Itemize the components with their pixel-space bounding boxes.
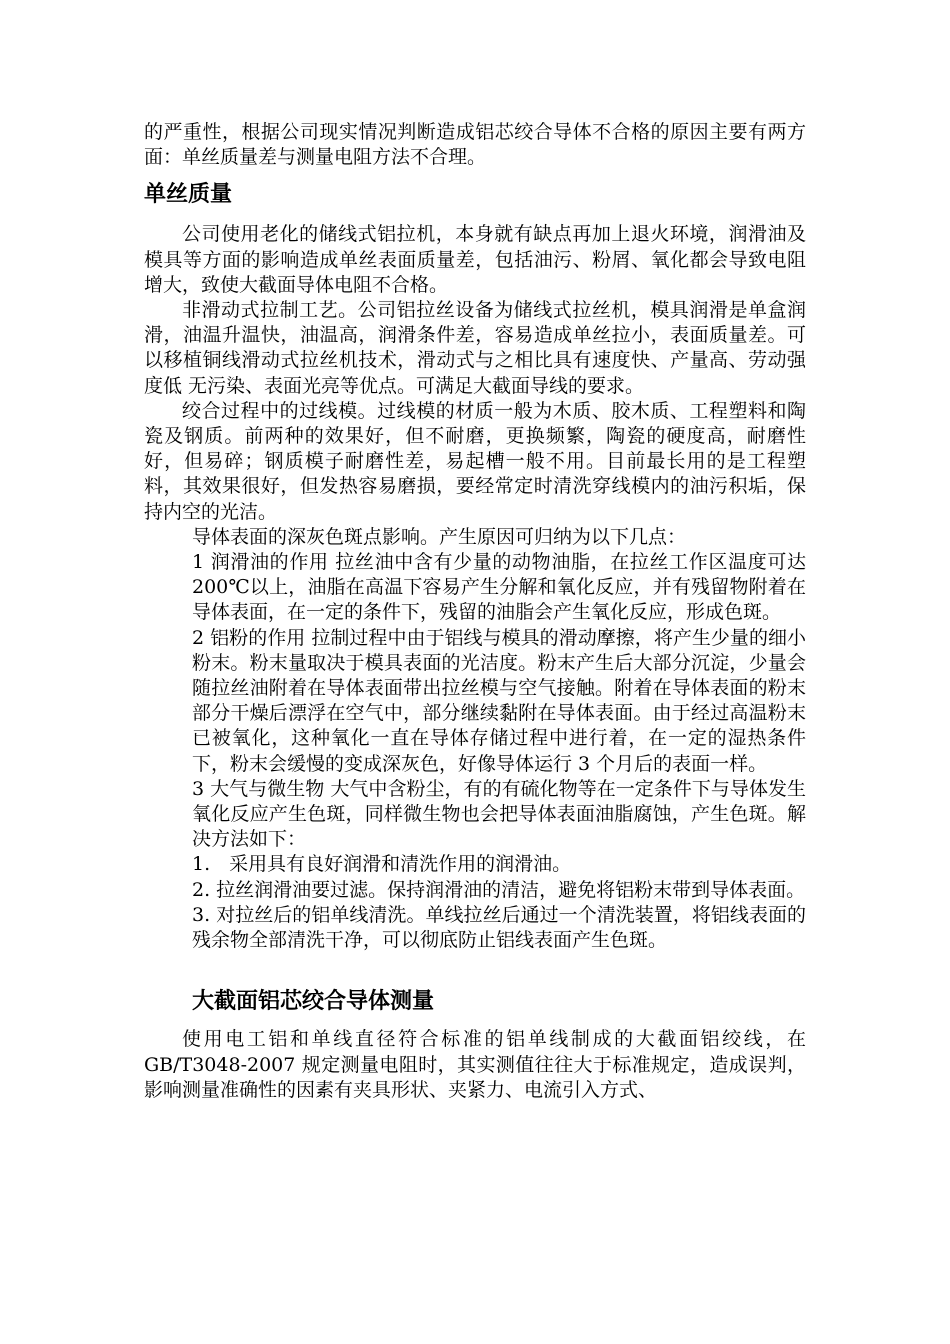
section-heading-single-wire-quality: 单丝质量 <box>144 182 233 208</box>
intro-paragraph: 的严重性，根据公司现实情况判断造成铝芯绞合导体不合格的原因主要有两方面：单丝质量差与测量电阻方法不合理。 <box>144 121 806 169</box>
solution-item: 3. 对拉丝后的铝单线清洗。单线拉丝后通过一个清洗装置，将铝线表面的残余物全部清洗干净，可以彻底防止铝线表面产生色斑。 <box>192 903 806 952</box>
list-item: 3 大气与微生物 大气中含粉尘，有的有硫化物等在一定条件下与导体发生氧化反应产生色斑，同样微生物也会把导体表面油脂腐蚀，产生色斑。解决方法如下： <box>192 777 806 851</box>
list-item: 2 铝粉的作用 拉制过程中由于铝线与模具的滑动摩擦，将产生少量的细小粉末。粉末量取决于模具表面的光洁度。粉末产生后大部分沉淀，少量会随拉丝油附着在导体表面带出拉丝模与空气接触。附着在导体表面的粉末部分干燥后漂浮在空气中，部分继续黏附在导体表面。由于经过高温粉末已被氧化，这种氧化一直在导体存储过程中进行着，在一定的湿热条件下，粉末会缓慢的变成深灰色，好像导体运行 3 个月后的表面一样。 <box>192 626 806 775</box>
solution-item: 1. 采用具有良好润滑和清洗作用的润滑油。 <box>192 853 572 876</box>
paragraph: 导体表面的深灰色斑点影响。产生原因可归纳为以下几点： <box>192 525 687 548</box>
paragraph: 公司使用老化的储线式铝拉机，本身就有缺点再加上退火环境，润滑油及模具等方面的影响造成单丝表面质量差，包括油污、粉屑、氧化都会导致电阻增大，致使大截面导体电阻不合格。 <box>144 223 806 296</box>
section-heading-measurement: 大截面铝芯绞合导体测量 <box>192 989 435 1015</box>
paragraph: 绞合过程中的过线模。过线模的材质一般为木质、胶木质、工程塑料和陶瓷及钢质。前两种的效果好，但不耐磨，更换频繁，陶瓷的硬度高，耐磨性好，但易碎；钢质模子耐磨性差，易起槽一般不用。目前最长用的是工程塑料，其效果很好，但发热容易磨损，要经常定时清洗穿线模内的油污积垢，保持内空的光洁。 <box>144 399 806 523</box>
list-item: 1 润滑油的作用 拉丝油中含有少量的动物油脂，在拉丝工作区温度可达 200℃以上，油脂在高温下容易产生分解和氧化反应，并有残留物附着在导体表面，在一定的条件下，残留的油脂会产生氧化反应，形成色斑。 <box>192 551 806 624</box>
document-page <box>144 120 806 1103</box>
solution-item: 2. 拉丝润滑油要过滤。保持润滑油的清洁，避免将铝粉末带到导体表面。 <box>192 878 806 901</box>
paragraph: 使用电工铝和单线直径符合标准的铝单线制成的大截面铝绞线，在 GB/T3048-2007 规定测量电阻时，其实测值往往大于标准规定，造成误判，影响测量准确性的因素有夹具形状、夹紧力、电流引入方式、 <box>144 1028 806 1101</box>
paragraph: 非滑动式拉制工艺。公司铝拉丝设备为储线式拉丝机，模具润滑是单盒润滑，油温升温快，油温高，润滑条件差，容易造成单丝拉小，表面质量差。可以移植铜线滑动式拉丝机技术，滑动式与之相比具有速度快、产量高、劳动强度低 无污染、表面光亮等优点。可满足大截面导线的要求。 <box>144 299 806 397</box>
